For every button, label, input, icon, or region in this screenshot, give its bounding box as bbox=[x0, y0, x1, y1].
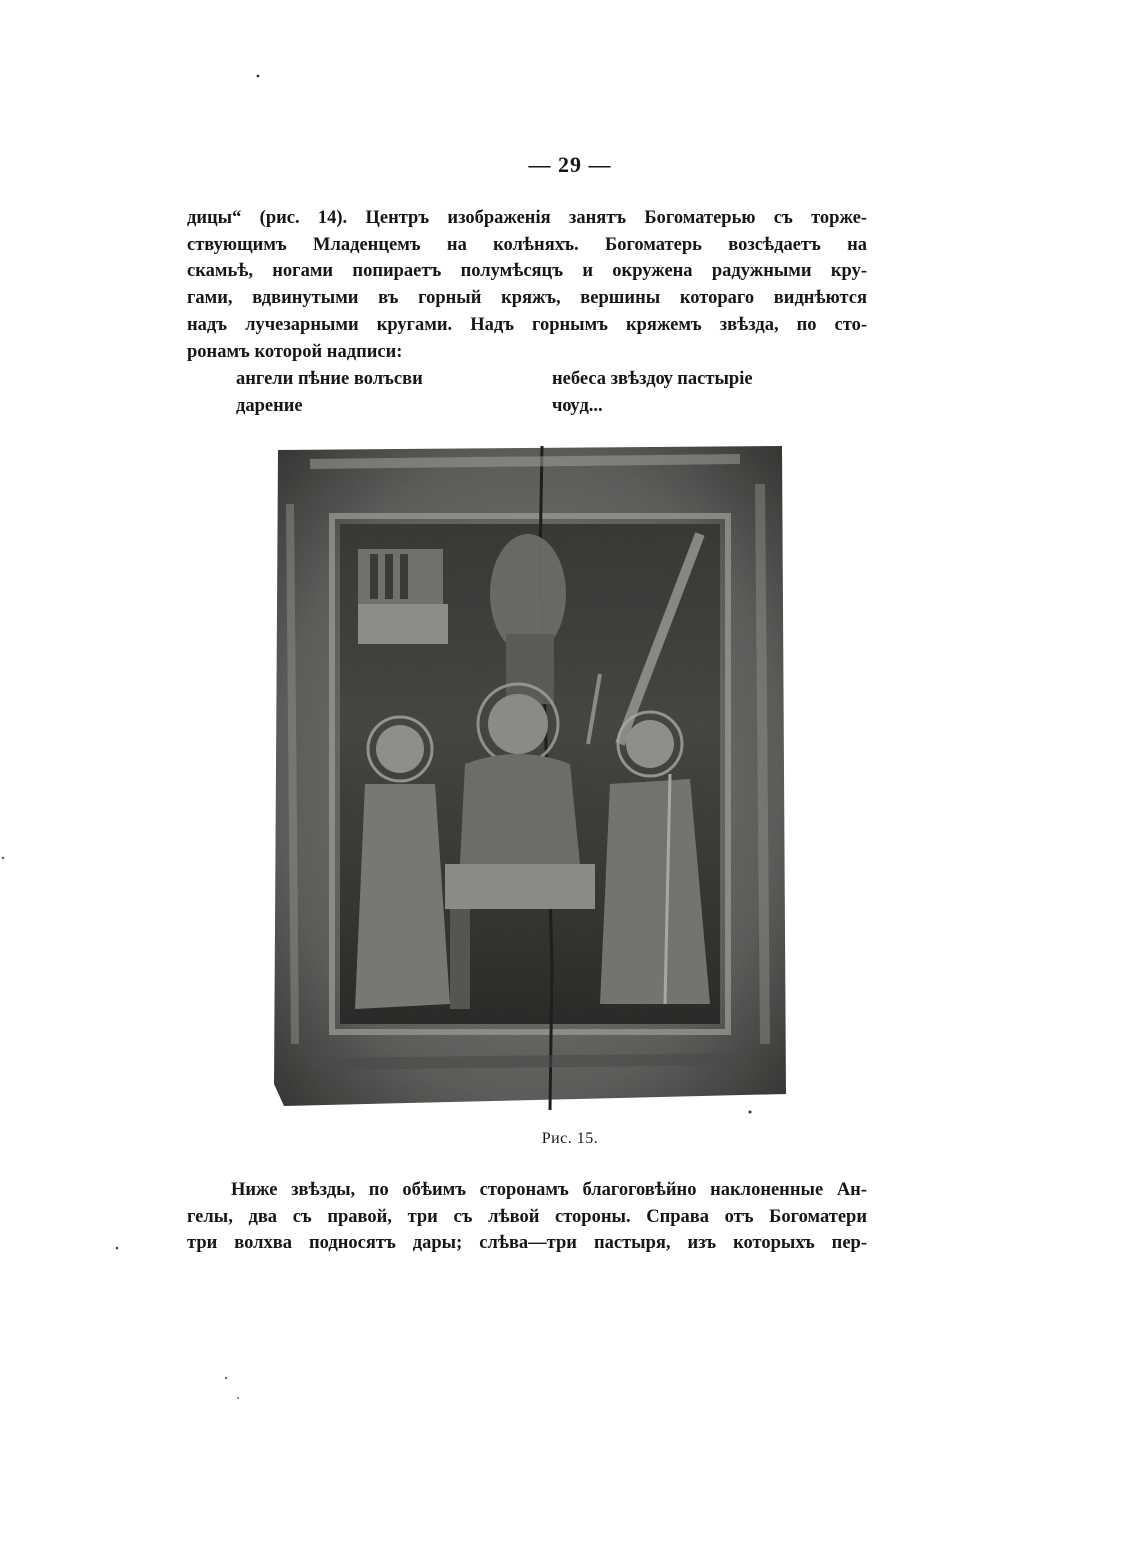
inscription-left bbox=[236, 366, 423, 419]
inscription-right bbox=[552, 366, 753, 419]
paragraph-2 bbox=[187, 1177, 867, 1257]
inscription-line: небеса звѣздѹ пастыріе bbox=[552, 369, 753, 389]
page-number: — 29 — bbox=[528, 152, 612, 177]
text-line: надъ лучезарными кругами. Надъ горнымъ кряжемъ звѣзда, по сто- bbox=[187, 314, 867, 335]
text-line: ствующимъ Младенцемъ на колѣняхъ. Богоматерь возсѣдаетъ на bbox=[187, 234, 867, 255]
text-line: гелы, два съ правой, три съ лѣвой стороны. Справа отъ Богоматери bbox=[187, 1206, 867, 1227]
inscription-line: дарение bbox=[236, 395, 303, 416]
text-line: Ниже звѣзды, по обѣимъ сторонамъ благоговѣйно наклоненные Ан- bbox=[231, 1180, 867, 1200]
icon-photograph bbox=[270, 444, 788, 1110]
text-line: ронамъ которой надписи: bbox=[187, 341, 403, 362]
figure-caption: Рис. 15. bbox=[541, 1130, 599, 1147]
text-line: скамьѣ, ногами попираетъ полумѣсяцъ и окружена радужными кру- bbox=[187, 261, 867, 282]
inscription-line: ангели пѣние волъсви bbox=[236, 369, 423, 389]
inscription-line: чѹд... bbox=[552, 395, 603, 416]
text-line: три волхва подносятъ дары; слѣва—три пастыря, изъ которыхъ пер- bbox=[187, 1233, 867, 1254]
text-line: гами, вдвинутыми въ горный кряжъ, вершины котораго виднѣются bbox=[187, 288, 867, 309]
carved-icon-image bbox=[270, 444, 788, 1110]
paragraph-1 bbox=[187, 205, 867, 365]
text-line: дицы“ (рис. 14). Центръ изображенія занятъ Богоматерью съ торже- bbox=[187, 208, 867, 228]
